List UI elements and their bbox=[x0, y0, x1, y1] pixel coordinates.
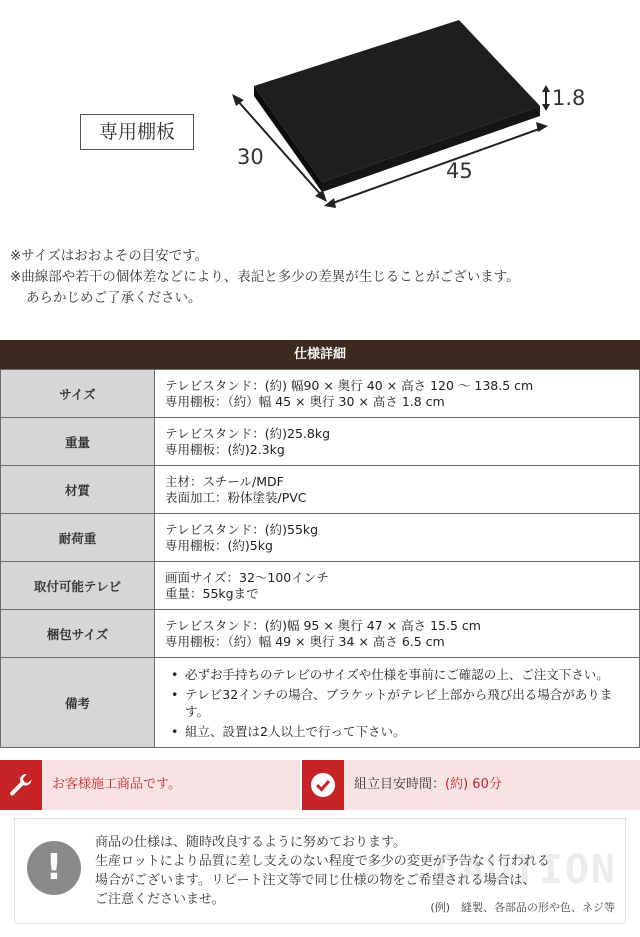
assembly-time-value: (約) 60分 bbox=[445, 777, 502, 792]
caution-line: 場合がございます。リピート注文等で同じ仕様の物をご希望される場合は、 bbox=[95, 873, 536, 888]
note-line: あらかじめご了承ください。 bbox=[26, 290, 202, 306]
wrench-icon bbox=[0, 760, 42, 810]
note-line: ※サイズはおおよその目安です。 bbox=[10, 248, 209, 264]
spec-row-material bbox=[1, 466, 640, 514]
spec-key: 取付可能テレビ bbox=[1, 562, 155, 610]
size-notes bbox=[10, 246, 630, 309]
list-item: • テレビ32インチの場合、ブラケットがテレビ上部から飛び出る場合があります。 bbox=[171, 686, 629, 720]
depth-dimension: 30 bbox=[237, 145, 264, 169]
spec-row-size bbox=[1, 370, 640, 418]
assembly-time-label: 組立目安時間： bbox=[354, 777, 446, 792]
spec-title: 仕様詳細 bbox=[0, 340, 640, 369]
spec-line: テレビスタンド：(約) 幅90 × 奥行 40 × 高さ 120 ～ 138.5 cm bbox=[165, 377, 534, 393]
caution-line: 生産ロットにより品質に差し支えのない程度で多少の変更が予告なく行われる bbox=[95, 854, 550, 869]
shelf-label: 専用棚板 bbox=[80, 114, 194, 150]
spec-line: 表面加工：粉体塗装/PVC bbox=[165, 489, 307, 505]
spec-key: 材質 bbox=[1, 466, 155, 514]
spec-line: 主材：スチール/MDF bbox=[165, 473, 284, 489]
spec-line: 専用棚板：(約)2.3kg bbox=[165, 441, 285, 457]
installation-notice bbox=[0, 760, 300, 810]
spec-value bbox=[155, 466, 640, 514]
caution-line: ご注意くださいませ。 bbox=[95, 892, 225, 907]
spec-row-compatible-tv bbox=[1, 562, 640, 610]
spec-key: 耐荷重 bbox=[1, 514, 155, 562]
list-item: • 組立、設置は2人以上で行って下さい。 bbox=[171, 723, 629, 740]
spec-key: 重量 bbox=[1, 418, 155, 466]
spec-line: 画面サイズ：32～100インチ bbox=[165, 569, 329, 585]
spec-value bbox=[155, 370, 640, 418]
spec-line: 専用棚板：（約）幅 49 × 奥行 34 × 高さ 6.5 cm bbox=[165, 633, 445, 649]
remarks-list bbox=[165, 666, 629, 740]
assembly-time bbox=[302, 760, 640, 810]
spec-line: 専用棚板：(約)5kg bbox=[165, 537, 273, 553]
width-dimension: 45 bbox=[446, 159, 473, 183]
spec-value bbox=[155, 658, 640, 748]
spec-line: テレビスタンド：(約)55kg bbox=[165, 521, 319, 537]
note-line: ※曲線部や若干の個体差などにより、表記と多少の差異が生じることがございます。 bbox=[10, 269, 520, 285]
spec-section bbox=[0, 340, 640, 748]
caution-box bbox=[14, 818, 626, 924]
caution-example-note: (例) 縫製、各部品の形や色、ネジ等 bbox=[430, 901, 615, 914]
spec-value bbox=[155, 610, 640, 658]
spec-table bbox=[0, 369, 640, 748]
spec-line: テレビスタンド：(約)幅 95 × 奥行 47 × 高さ 15.5 cm bbox=[165, 617, 481, 633]
spec-line: テレビスタンド：(約)25.8kg bbox=[165, 425, 331, 441]
info-bar bbox=[0, 760, 640, 810]
exclamation-icon: ! bbox=[27, 841, 81, 895]
installation-text: お客様施工商品です。 bbox=[52, 777, 181, 792]
list-item: • 必ずお手持ちのテレビのサイズや仕様を事前にご確認の上、ご注文下さい。 bbox=[171, 666, 629, 683]
spec-key: 備考 bbox=[1, 658, 155, 748]
spec-value bbox=[155, 514, 640, 562]
caution-line: 商品の仕様は、随時改良するように努めております。 bbox=[95, 835, 406, 850]
shelf-illustration bbox=[0, 0, 640, 235]
spec-line: 専用棚板：（約）幅 45 × 奥行 30 × 高さ 1.8 cm bbox=[165, 393, 445, 409]
spec-row-load bbox=[1, 514, 640, 562]
spec-value bbox=[155, 418, 640, 466]
caution-watermark: CAUTION bbox=[434, 847, 617, 893]
spec-line: 重量：55kgまで bbox=[165, 585, 259, 601]
caution-text bbox=[95, 833, 565, 909]
spec-row-weight bbox=[1, 418, 640, 466]
spec-key: サイズ bbox=[1, 370, 155, 418]
spec-row-remarks bbox=[1, 658, 640, 748]
clock-check-icon bbox=[302, 760, 344, 810]
spec-row-package-size bbox=[1, 610, 640, 658]
spec-value bbox=[155, 562, 640, 610]
thickness-dimension: 1.8 bbox=[552, 86, 586, 110]
spec-key: 梱包サイズ bbox=[1, 610, 155, 658]
